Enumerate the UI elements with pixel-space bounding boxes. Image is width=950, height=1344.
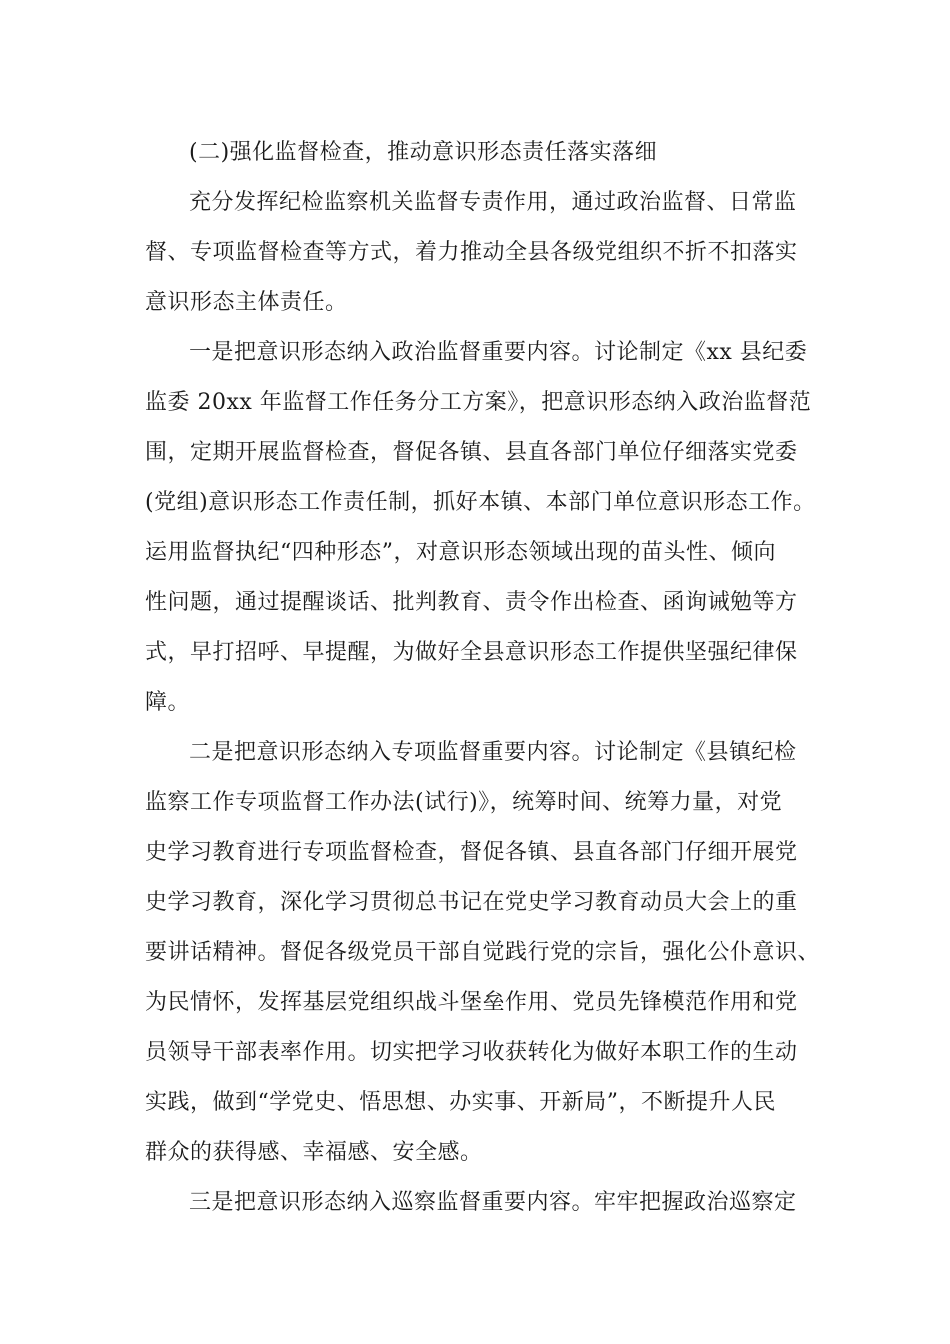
paragraph-line: 要讲话精神。督促各级党员干部自觉践行党的宗旨，强化公仆意识、 — [145, 940, 821, 965]
paragraph-line: (党组)意识形态工作责任制，抓好本镇、本部门单位意识形态工作。 — [145, 490, 816, 515]
paragraph-line: 群众的获得感、幸福感、安全感。 — [145, 1140, 483, 1165]
paragraph-line: 三是把意识形态纳入巡察监督重要内容。牢牢把握政治巡察定 — [189, 1190, 797, 1215]
paragraph-intro — [145, 178, 825, 328]
paragraph-line: 史学习教育进行专项监督检查，督促各镇、县直各部门仔细开展党 — [145, 840, 798, 865]
paragraph-line: 实践，做到“学党史、悟思想、办实事、开新局”，不断提升人民 — [145, 1090, 776, 1115]
paragraph-line: 监察工作专项监督工作办法(试行)》，统筹时间、统筹力量，对党 — [145, 790, 783, 815]
paragraph-line: 监委 20xx 年监督工作任务分工方案》，把意识形态纳入政治监督范 — [145, 390, 812, 415]
paragraph-line: 围，定期开展监督检查，督促各镇、县直各部门单位仔细落实党委 — [145, 440, 798, 465]
paragraph-line: 员领导干部表率作用。切实把学习收获转化为做好本职工作的生动 — [145, 1040, 798, 1065]
paragraph-inspection-supervision — [145, 1178, 825, 1228]
paragraph-line: 充分发挥纪检监察机关监督专责作用，通过政治监督、日常监 — [189, 190, 797, 215]
paragraph-political-supervision — [145, 328, 825, 728]
paragraph-line: 史学习教育，深化学习贯彻总书记在党史学习教育动员大会上的重 — [145, 890, 798, 915]
paragraph-line: 二是把意识形态纳入专项监督重要内容。讨论制定《县镇纪检 — [189, 740, 797, 765]
paragraph-line: 障。 — [145, 690, 191, 715]
paragraph-line: 为民情怀，发挥基层党组织战斗堡垒作用、党员先锋模范作用和党 — [145, 990, 798, 1015]
paragraph-line: 督、专项监督检查等方式，着力推动全县各级党组织不折不扣落实 — [145, 240, 798, 265]
paragraph-line: 运用监督执纪“四种形态”，对意识形态领域出现的苗头性、倾向 — [145, 540, 776, 565]
paragraph-line: 一是把意识形态纳入政治监督重要内容。讨论制定《xx 县纪委 — [189, 340, 808, 365]
paragraph-line: 意识形态主体责任。 — [145, 290, 348, 315]
section-heading: (二)强化监督检查，推动意识形态责任落实落细 — [189, 140, 658, 165]
paragraph-special-supervision — [145, 728, 825, 1178]
paragraph-line: 性问题，通过提醒谈话、批判教育、责令作出检查、函询诫勉等方 — [145, 590, 798, 615]
document-body — [145, 128, 825, 1228]
paragraph-line: 式，早打招呼、早提醒，为做好全县意识形态工作提供坚强纪律保 — [145, 640, 798, 665]
